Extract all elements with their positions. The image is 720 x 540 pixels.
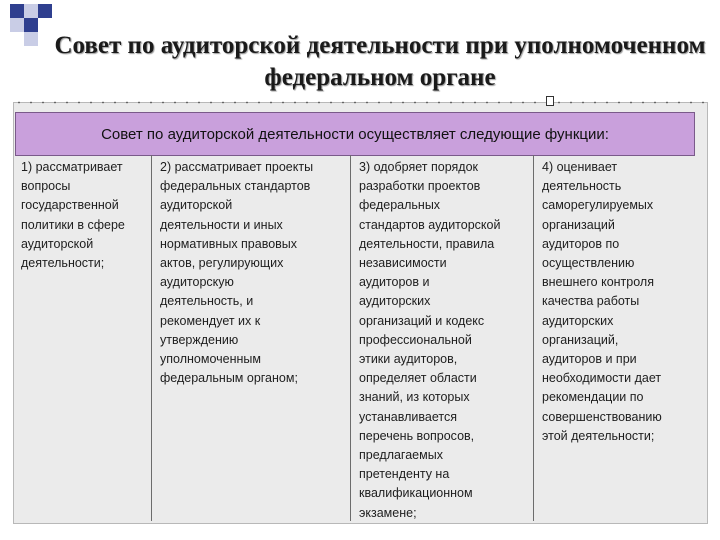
decor-square-1 (10, 4, 24, 18)
functions-columns (15, 155, 695, 521)
decor-square-6 (24, 32, 38, 46)
table-header: Совет по аудиторской деятельности осуществляет следующие функции: (15, 112, 695, 156)
decor-square-4 (10, 18, 24, 32)
slide-title: Совет по аудиторской деятельности при уполномоченном федеральном органе (54, 32, 706, 91)
ruler-marker (546, 96, 554, 106)
dotted-ruler (13, 101, 706, 104)
function-column-3 (351, 155, 534, 521)
decor-square-3 (38, 4, 52, 18)
decor-square-5 (24, 18, 38, 32)
function-column-4 (534, 155, 695, 521)
function-column-1 (15, 155, 152, 521)
decor-square-2 (24, 4, 38, 18)
function-2-text: 2) рассматривает проекты федеральных стандартов аудиторской деятельности и иных нормативных правовых актов, регулирующих аудиторскую деятельность, и рекомендует их к утверждению уполномоченным федеральным органом; (160, 160, 314, 386)
function-1-text: 1) рассматривает вопросы государственной политики в сфере аудиторской деятельности; (21, 160, 125, 271)
function-column-2 (152, 155, 351, 521)
function-3-text: 3) одобряет порядок разработки проектов федеральных стандартов аудиторской деятельности, правила независимости аудиторов и аудиторских организаций и кодекс профессиональной этики аудиторов, определяет области знаний, из которых устанавливается перечень вопросов, предлагаемых претенденту на квалификационном экзамене; (359, 160, 501, 520)
function-4-text: 4) оценивает деятельность саморегулируемых организаций аудиторов по осуществлению внешнего контроля качества работы аудиторских организаций, аудиторов и при необходимости дает рекомендации по совершенствованию этой деятельности; (542, 160, 662, 443)
